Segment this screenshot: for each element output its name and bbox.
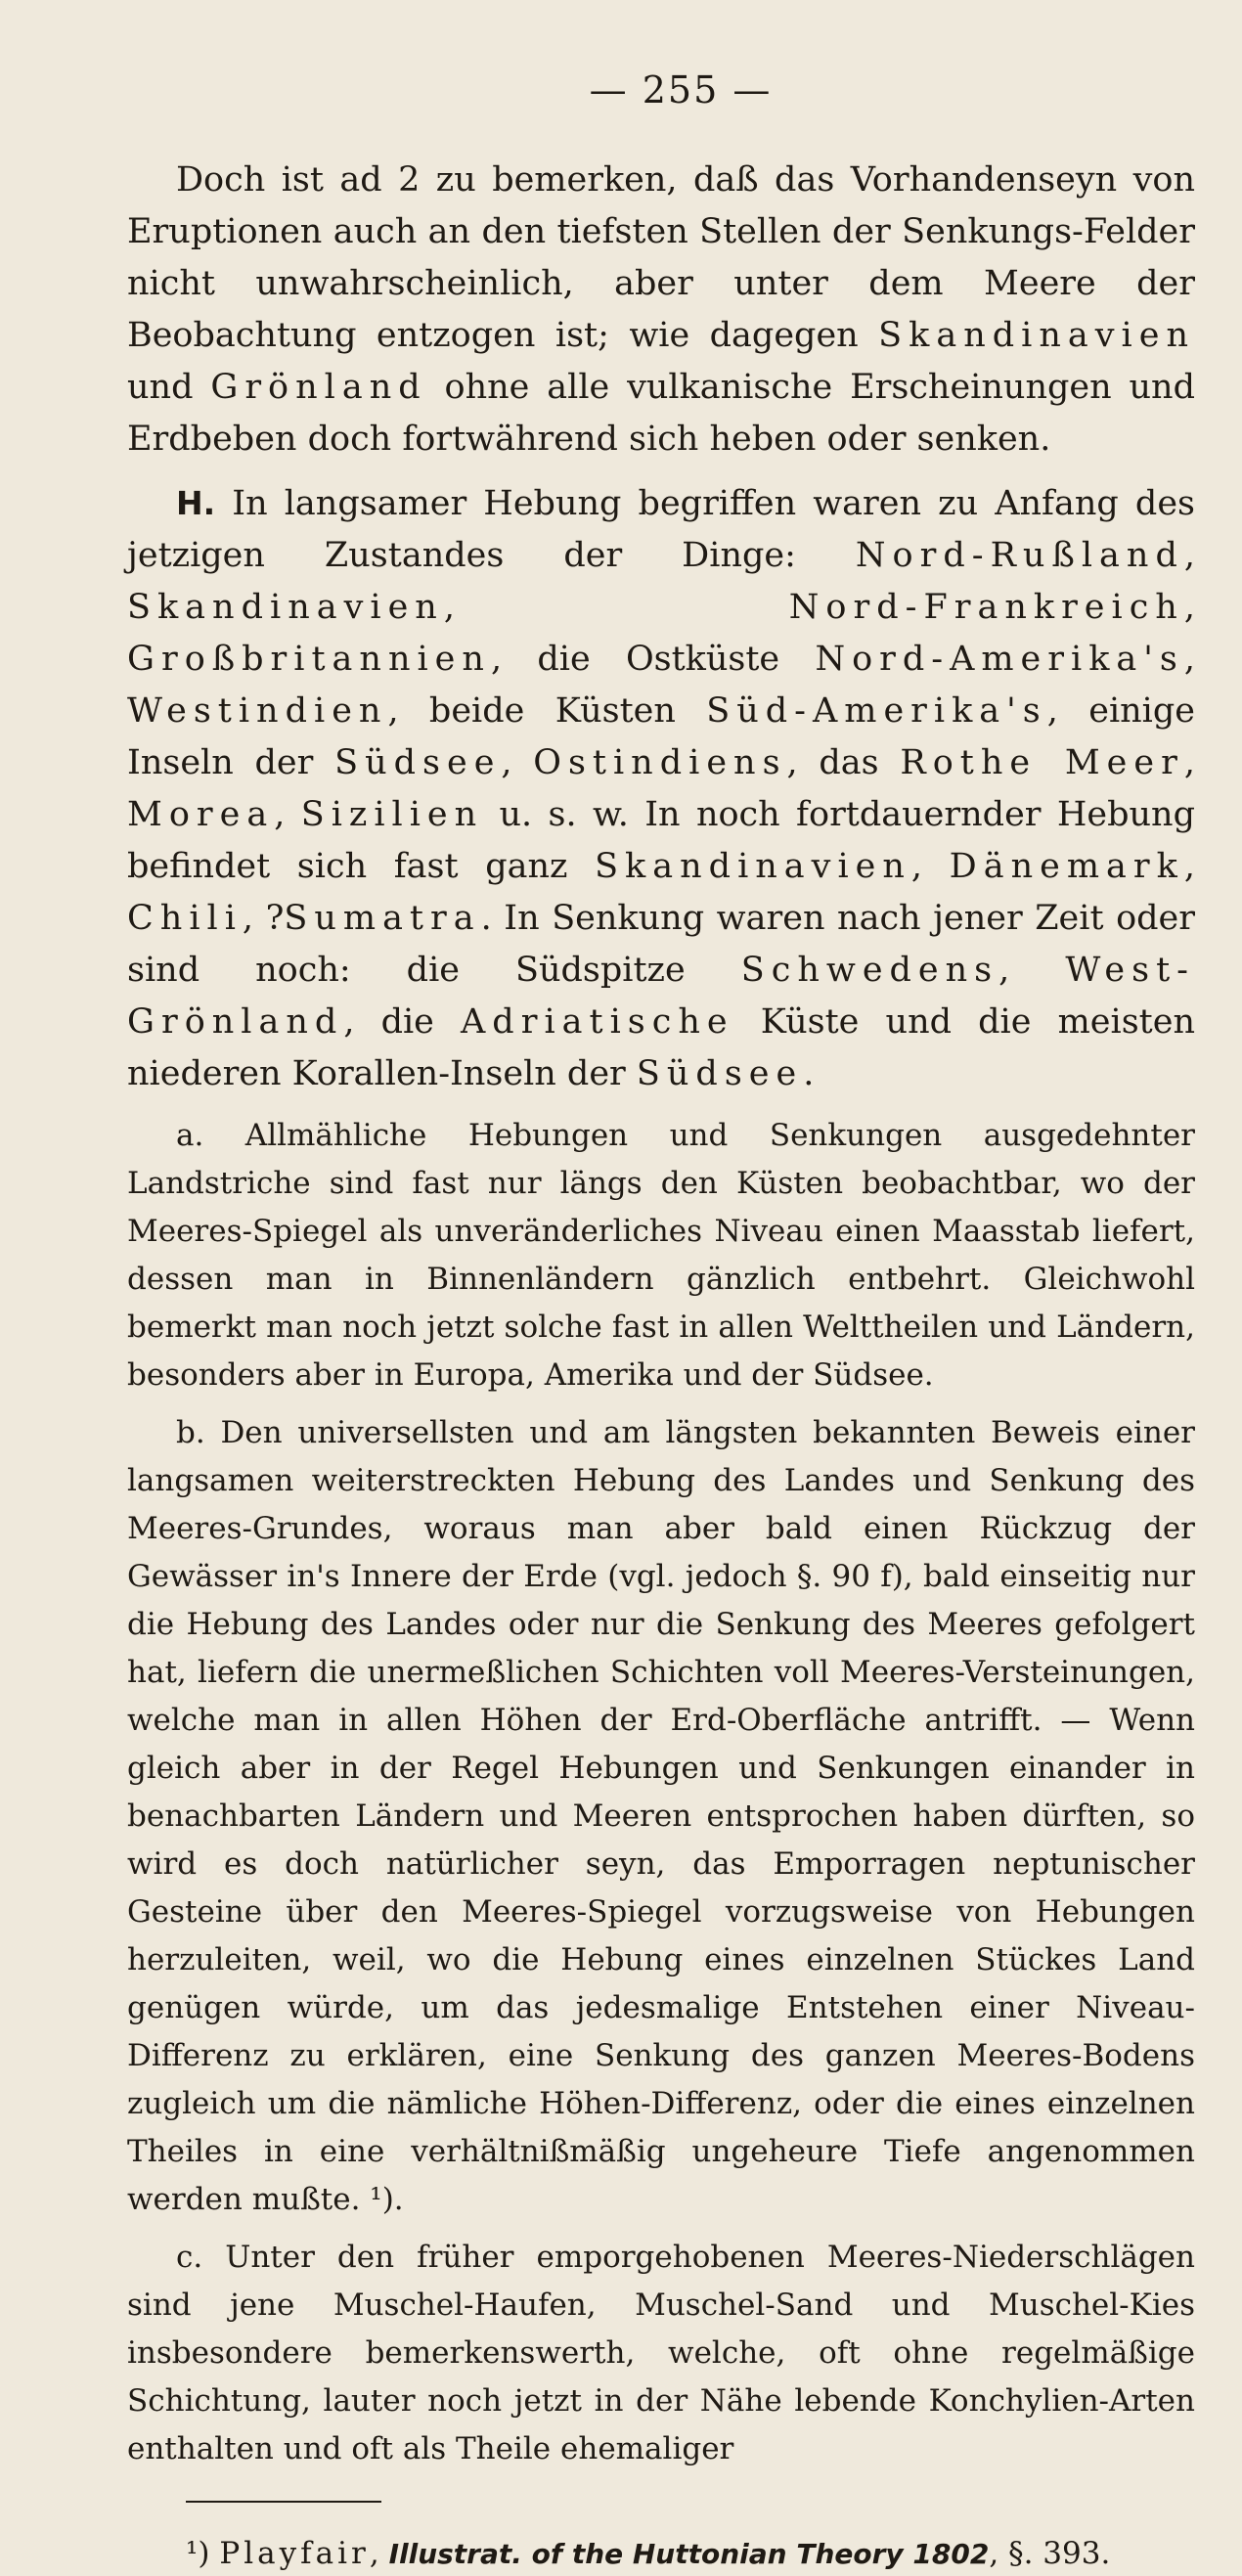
intro-paragraph: Doch ist ad 2 zu bemerken, daß das Vorhandenseyn von Eruptionen auch an den tiefsten Stellen der Senkungs-Felder nicht unwahrscheinlich, aber unter dem Meere der Beobachtung entzogen ist; wie dagegen Skandinavien und Grönland ohne alle vulkanische Erscheinungen und Erdbeben doch fortwährend sich heben oder senken.	[127, 160, 1195, 459]
spaced-term: West-Grönland	[127, 951, 1195, 1042]
spaced-term: Sizilien	[300, 795, 484, 834]
subsection-marker: b.	[176, 1415, 205, 1450]
spaced-term: Skandinavien	[127, 588, 444, 627]
page-number: — 255 —	[589, 68, 773, 111]
spaced-term: Skandinavien	[595, 847, 911, 886]
spaced-term: Schwedens	[740, 951, 999, 990]
spaced-term: Nord-Frankreich	[788, 588, 1184, 627]
footnote: ¹) Playfair, Illustrat. of the Huttonian Theory 1802, §. 393.	[186, 2536, 1111, 2571]
subsection-b: b. Den universellsten und am längsten bekannten Beweis einer langsamen weiterstreckten Hebung des Landes und Senkung des Meeres-Grundes, woraus man aber bald einen Rückzug der Gewässer in's Innere der Erde (vgl. jedoch §. 90 f), bald einseitig nur die Hebung des Landes oder nur die Senkung des Meeres gefolgert hat, liefern die unermeßlichen Schichten voll Meeres-Versteinungen, welche man in allen Höhen der Erd-Oberfläche antrifft. — Wenn gleich aber in der Regel Hebungen und Senkungen einander in benachbarten Ländern und Meeren entsprochen haben dürften, so wird es doch natürlicher seyn, das Emporragen neptunischer Gesteine über den Meeres-Spiegel vorzugsweise von Hebungen herzuleiten, weil, wo die Hebung eines einzelnen Stückes Land genügen würde, um das jedesmalige Entstehen einer Niveau-Differenz zu erklären, eine Senkung des ganzen Meeres-Bodens zugleich um die nämliche Höhen-Differenz, oder die eines einzelnen Theiles in eine verhältnißmäßig ungeheure Tiefe angenommen werden mußte. ¹).	[127, 1415, 1195, 2217]
footnote-title: Illustrat. of the Huttonian Theory 1802	[388, 2538, 990, 2570]
spaced-term: Süd-Amerika's	[706, 691, 1047, 731]
footnote-author: Playfair	[219, 2536, 370, 2571]
spaced-term: Südsee	[636, 1054, 804, 1093]
spaced-term: Chili	[127, 899, 243, 938]
spaced-term: Sumatra	[284, 899, 481, 938]
subsection-c: c. Unter den früher emporgehobenen Meeres-Niederschlägen sind jene Muschel-Haufen, Muschel-Sand und Muschel-Kies insbesondere bemerkenswerth, welche, oft ohne regelmäßige Schichtung, lauter noch jetzt in der Nähe lebende Konchylien-Arten enthalten und oft als Theile ehemaliger	[127, 2240, 1195, 2466]
spaced-term: Rothe Meer	[900, 743, 1184, 782]
section-h-paragraph: H. In langsamer Hebung begriffen waren zu Anfang des jetzigen Zustandes der Dinge: Nord-Rußland, Skandinavien, Nord-Frankreich, Großbritannien, die Ostküste Nord-Amerika's, Westindien, beide Küsten Süd-Amerika's, einige Inseln der Südsee, Ostindiens, das Rothe Meer, Morea, Sizilien u. s. w. In noch fortdauernder Hebung befindet sich fast ganz Skandinavien, Dänemark, Chili, ?Sumatra. In Senkung waren nach jener Zeit oder sind noch: die Südspitze Schwedens, West-Grönland, die Adriatische Küste und die meisten niederen Korallen-Inseln der Südsee.	[127, 484, 1195, 1093]
spaced-term: Großbritannien	[127, 640, 491, 679]
subsection-marker: c.	[176, 2240, 203, 2275]
spaced-term: Ostindiens	[533, 743, 787, 782]
spaced-term: Südsee	[334, 743, 502, 782]
spaced-term: Nord-Rußland	[855, 536, 1184, 575]
spaced-term: Nord-Amerika's	[815, 640, 1184, 679]
spaced-term: Skandinavien	[878, 316, 1195, 355]
spaced-term: Westindien	[127, 691, 388, 731]
subsection-marker: a.	[176, 1118, 204, 1153]
spaced-term: Dänemark	[949, 847, 1184, 886]
spaced-term: Grönland	[210, 368, 427, 407]
section-label: H.	[176, 484, 216, 522]
footnote-divider	[186, 2501, 381, 2503]
spaced-term: Morea	[127, 795, 275, 834]
spaced-term: Adriatische	[461, 1002, 734, 1042]
footnote-mark: ¹)	[186, 2536, 210, 2571]
subsection-a: a. Allmähliche Hebungen und Senkungen ausgedehnter Landstriche sind fast nur längs den Küsten beobachtbar, wo der Meeres-Spiegel als unveränderliches Niveau einen Maasstab liefert, dessen man in Binnenländern gänzlich entbehrt. Gleichwohl bemerkt man noch jetzt solche fast in allen Welttheilen und Ländern, besonders aber in Europa, Amerika und der Südsee.	[127, 1118, 1195, 1393]
